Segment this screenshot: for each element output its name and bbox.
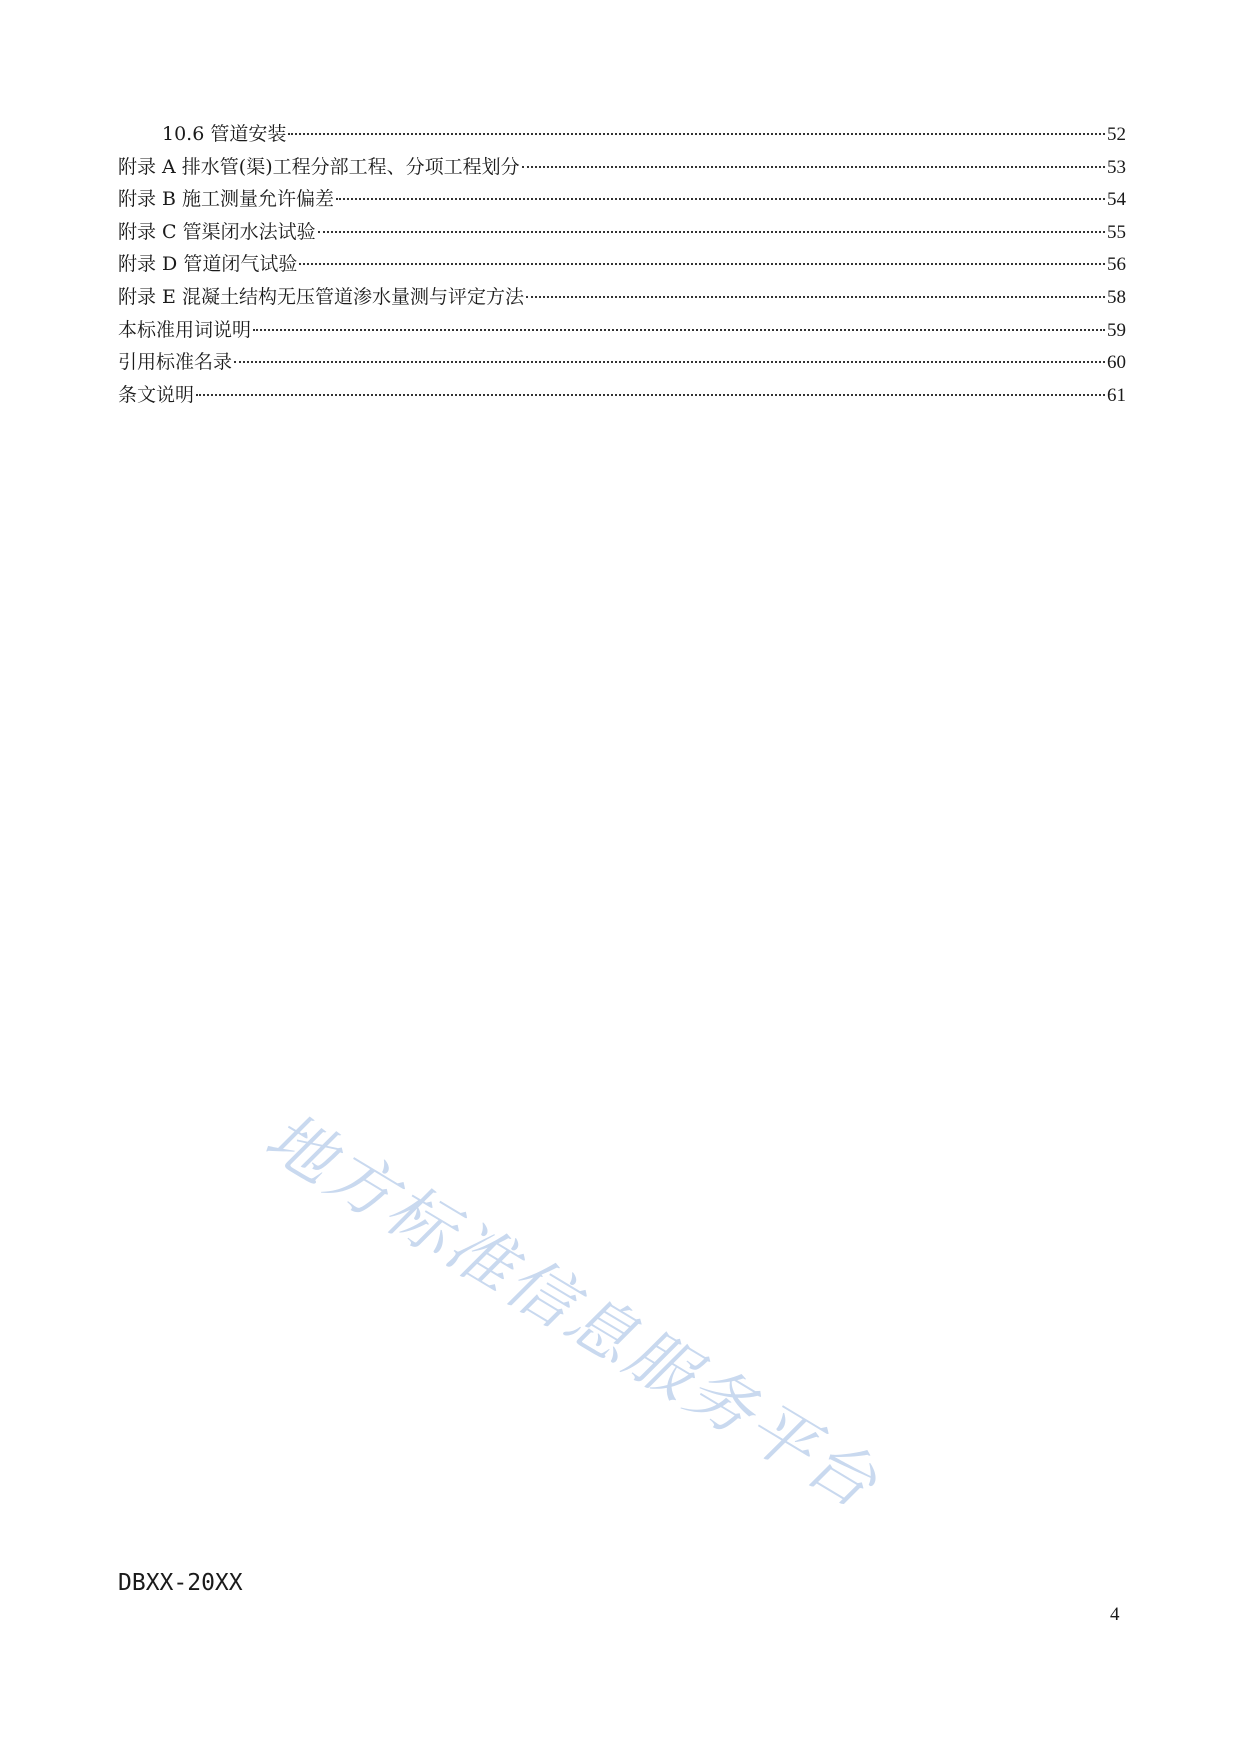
toc-entry-page: 52 [1107,124,1126,145]
toc-entry-page: 55 [1107,221,1126,243]
watermark: 地方标准信息服务平台 [252,1097,893,1525]
toc-entry-appendix-a[interactable] [118,151,1126,184]
toc-entry-label: 10.6 管道安装 [162,123,287,145]
toc-leader-dots [522,166,1105,168]
toc-entry-appendix-e[interactable] [118,281,1126,314]
toc-entry-label: 引用标准名录 [118,351,233,374]
toc-leader-dots [318,231,1105,233]
toc-entry-label: 附录 B 施工测量允许偏差 [118,188,335,211]
toc-leader-dots [336,198,1105,200]
toc-entry-terminology[interactable] [118,314,1126,347]
toc-entry-page: 56 [1107,254,1126,276]
toc-leader-dots [299,263,1105,265]
document-code: DBXX-20XX [118,1570,243,1596]
toc-entry-label: 附录 E 混凝土结构无压管道渗水量测与评定方法 [118,285,524,308]
toc-leader-dots [288,133,1105,135]
toc-entry-label: 条文说明 [118,383,195,406]
page-number: 4 [1110,1604,1120,1625]
table-of-contents [118,118,1126,411]
toc-entry-label: 附录 C 管渠闭水法试验 [118,220,316,243]
toc-entry-page: 54 [1107,189,1126,211]
toc-entry-appendix-d[interactable] [118,248,1126,281]
toc-entry-appendix-b[interactable] [118,183,1126,216]
toc-entry-page: 61 [1107,384,1126,406]
toc-entry-page: 53 [1107,156,1126,178]
toc-entry-clause-explanation[interactable] [118,379,1126,412]
toc-entry-label: 附录 A 排水管(渠)工程分部工程、分项工程划分 [118,155,520,178]
toc-entry-referenced-standards[interactable] [118,346,1126,379]
toc-entry-label: 附录 D 管道闭气试验 [118,253,298,276]
toc-entry-page: 58 [1107,286,1126,308]
toc-leader-dots [253,329,1105,331]
toc-leader-dots [526,296,1105,298]
toc-leader-dots [234,361,1105,363]
toc-entry-appendix-c[interactable] [118,216,1126,249]
toc-entry-page: 59 [1107,319,1126,341]
toc-entry-label: 本标准用词说明 [118,318,252,341]
toc-entry-page: 60 [1107,352,1126,374]
toc-entry-10-6[interactable] [118,118,1126,151]
toc-leader-dots [196,394,1105,396]
